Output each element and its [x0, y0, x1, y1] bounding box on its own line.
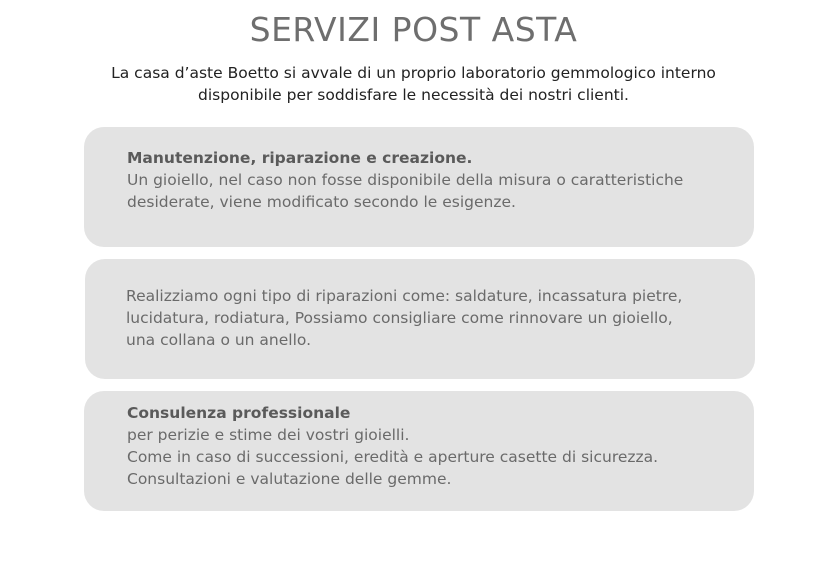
card-line: Realizziamo ogni tipo di riparazioni come: saldature, incassatura pietre,: [126, 287, 683, 305]
service-card-consulting: [84, 391, 754, 511]
card-line: una collana o un anello.: [126, 331, 312, 349]
card-line: Consultazioni e valutazione delle gemme.: [127, 470, 452, 488]
card-text: [127, 147, 683, 213]
service-card-repairs: [85, 259, 755, 379]
card-text: [127, 402, 658, 490]
intro-line: disponibile per soddisfare le necessità dei nostri clienti.: [198, 86, 629, 104]
card-line: lucidatura, rodiatura, Possiamo consigliare come rinnovare un gioiello,: [126, 309, 673, 327]
card-text: [126, 285, 682, 351]
card-line: Come in caso di successioni, eredità e aperture casette di sicurezza.: [127, 448, 659, 466]
card-line: desiderate, viene modificato secondo le esigenze.: [127, 193, 516, 211]
page-title: SERVIZI POST ASTA: [249, 10, 578, 49]
card-line: Un gioiello, nel caso non fosse disponibile della misura o caratteristiche: [127, 171, 684, 189]
intro-line: La casa d’aste Boetto si avvale di un proprio laboratorio gemmologico interno: [111, 64, 716, 82]
card-heading: Manutenzione, riparazione e creazione.: [127, 149, 473, 167]
service-card-maintenance: [84, 127, 754, 247]
intro-paragraph: [0, 62, 827, 106]
card-heading: Consulenza professionale: [127, 404, 351, 422]
card-line: per perizie e stime dei vostri gioielli.: [127, 426, 410, 444]
